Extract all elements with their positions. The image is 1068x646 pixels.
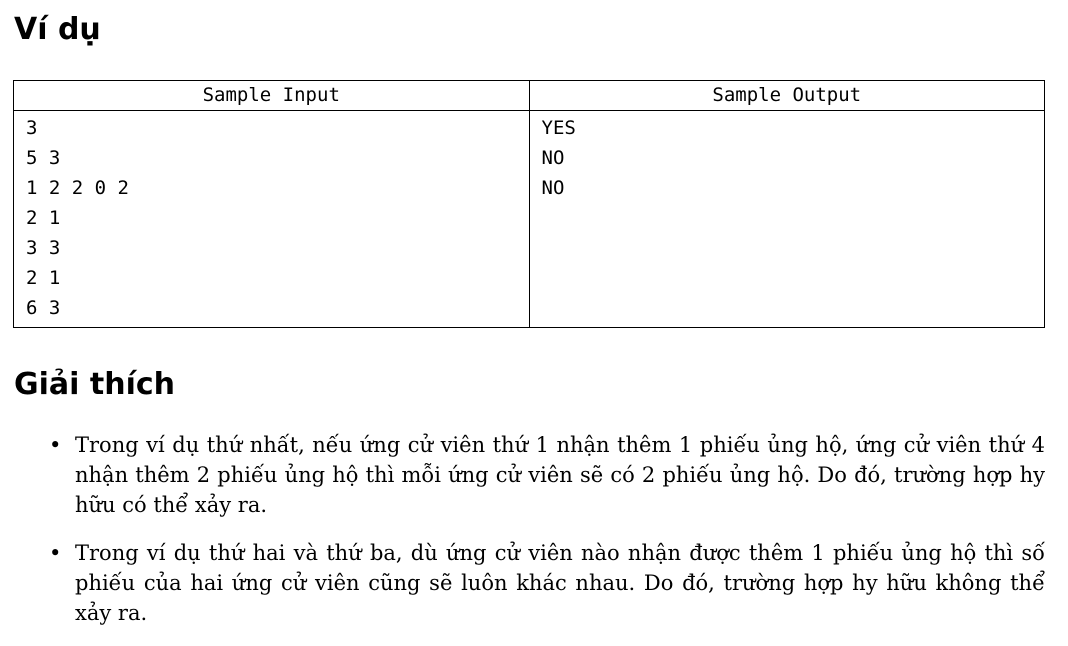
input-line: 3 3 bbox=[26, 237, 61, 259]
input-line: 1 2 2 0 2 bbox=[26, 177, 129, 199]
explanation-list bbox=[47, 430, 1045, 646]
output-line: NO bbox=[541, 177, 565, 199]
input-line: 3 bbox=[26, 117, 38, 139]
explanation-text: Trong ví dụ thứ nhất, nếu ứng cử viên thứ 1 nhận thêm 1 phiếu ủng hộ, ứng cử viên thứ 4 nhận thêm 2 phiếu ủng hộ thì mỗi ứng cử viên sẽ có 2 phiếu ủng hộ. Do đó, trường hợp hy hữu có thể xảy ra. bbox=[75, 433, 1045, 517]
bullet-icon: • bbox=[49, 433, 62, 457]
output-line: YES bbox=[541, 117, 576, 139]
input-line: 2 1 bbox=[26, 207, 61, 229]
input-line: 2 1 bbox=[26, 267, 61, 289]
sample-table-row bbox=[14, 111, 1045, 328]
sample-output-header: Sample Output bbox=[529, 81, 1045, 111]
explanation-text: Trong ví dụ thứ hai và thứ ba, dù ứng cử viên nào nhận được thêm 1 phiếu ủng hộ thì số phiếu của hai ứng cử viên cũng sẽ luôn khác nhau. Do đó, trường hợp hy hữu không thể xảy ra. bbox=[75, 541, 1045, 625]
output-line: NO bbox=[541, 147, 565, 169]
example-heading: Ví dụ bbox=[14, 12, 101, 47]
explanation-heading: Giải thích bbox=[14, 367, 176, 402]
sample-input-header: Sample Input bbox=[14, 81, 530, 111]
sample-table-header-row bbox=[14, 81, 1045, 111]
sample-table bbox=[13, 80, 1045, 328]
input-line: 6 3 bbox=[26, 297, 61, 319]
explanation-item bbox=[47, 538, 1045, 628]
explanation-item bbox=[47, 430, 1045, 520]
sample-output-cell bbox=[529, 111, 1045, 328]
input-line: 5 3 bbox=[26, 147, 61, 169]
sample-input-cell bbox=[14, 111, 530, 328]
bullet-icon: • bbox=[49, 541, 62, 565]
